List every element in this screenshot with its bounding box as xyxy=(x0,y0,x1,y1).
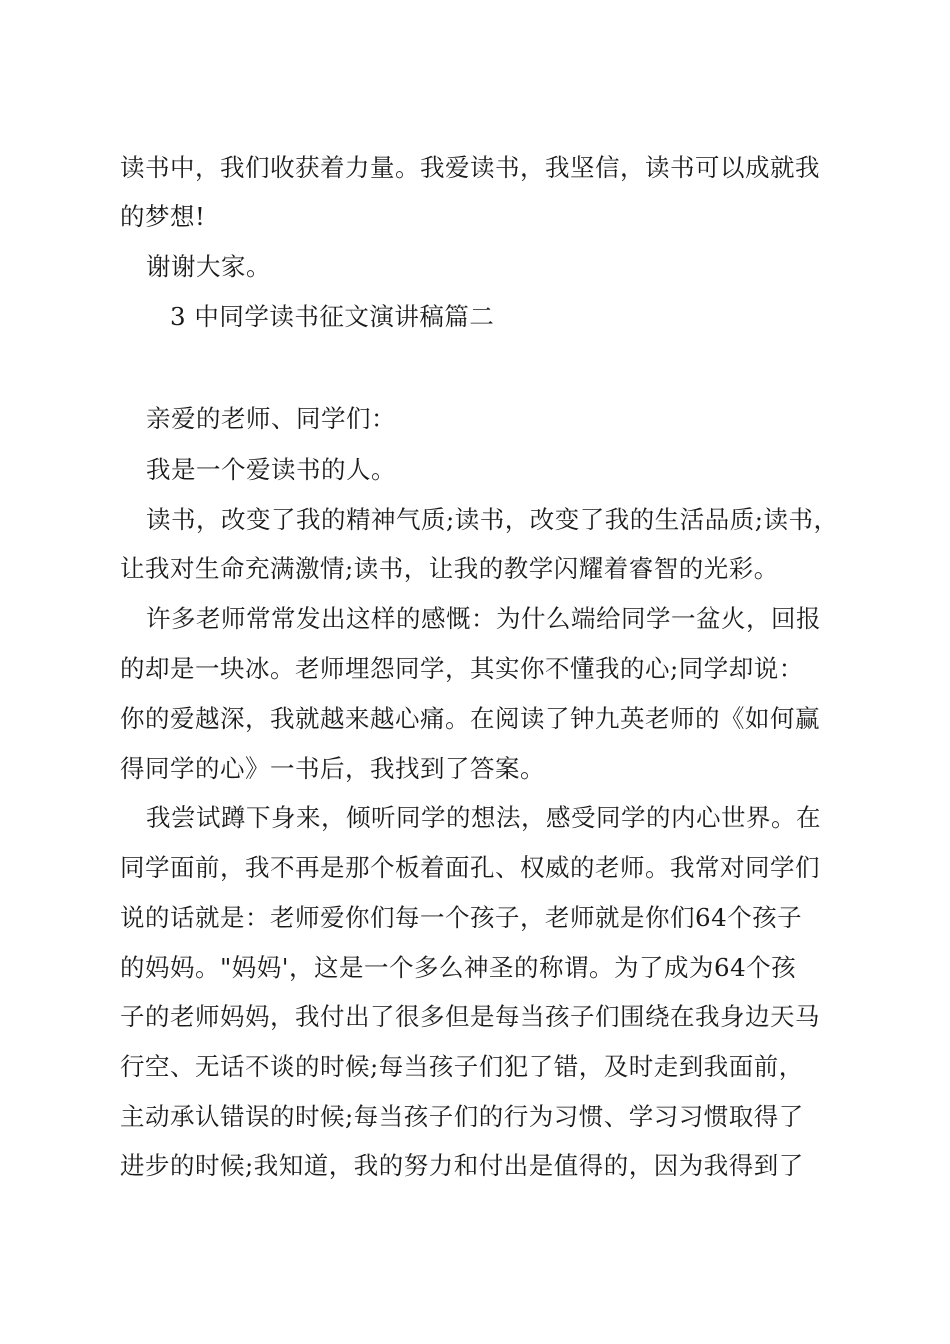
text-line: 得同学的心》一书后，我找到了答案。 xyxy=(120,754,545,783)
text-line: 同学面前，我不再是那个板着面孔、权威的老师。我常对同学们 xyxy=(120,853,820,882)
text-line: 的妈妈。"妈妈'，这是一个多么神圣的称谓。为了成为64个孩 xyxy=(120,953,797,982)
text-line: 谢谢大家。 xyxy=(146,252,271,281)
text-line: 我是一个爱读书的人。 xyxy=(146,455,396,484)
text-line: 我尝试蹲下身来，倾听同学的想法，感受同学的内心世界。在 xyxy=(146,803,821,832)
text-line: 的却是一块冰。老师埋怨同学，其实你不懂我的心;同学却说： xyxy=(120,654,804,683)
section-heading: 3 中同学读书征文演讲稿篇二 xyxy=(170,302,495,331)
salutation: 亲爱的老师、同学们： xyxy=(146,404,396,433)
text-line: 读书，改变了我的精神气质;读书，改变了我的生活品质;读书， xyxy=(146,505,839,534)
text-line: 的梦想! xyxy=(120,202,206,231)
text-line: 你的爱越深，我就越来越心痛。在阅读了钟九英老师的《如何赢 xyxy=(120,704,820,733)
text-line: 行空、无话不谈的时候;每当孩子们犯了错，及时走到我面前， xyxy=(120,1052,804,1081)
text-line: 主动承认错误的时候;每当孩子们的行为习惯、学习习惯取得了 xyxy=(120,1102,804,1131)
text-line: 让我对生命充满激情;读书，让我的教学闪耀着睿智的光彩。 xyxy=(120,554,779,583)
text-line: 读书中，我们收获着力量。我爱读书，我坚信，读书可以成就我 xyxy=(120,153,820,182)
text-line: 许多老师常常发出这样的感慨：为什么端给同学一盆火，回报 xyxy=(146,604,821,633)
text-line: 子的老师妈妈，我付出了很多但是每当孩子们围绕在我身边天马 xyxy=(120,1002,820,1031)
text-line: 进步的时候;我知道，我的努力和付出是值得的，因为我得到了 xyxy=(120,1151,804,1180)
text-line: 说的话就是：老师爱你们每一个孩子，老师就是你们64个孩子 xyxy=(120,903,803,932)
